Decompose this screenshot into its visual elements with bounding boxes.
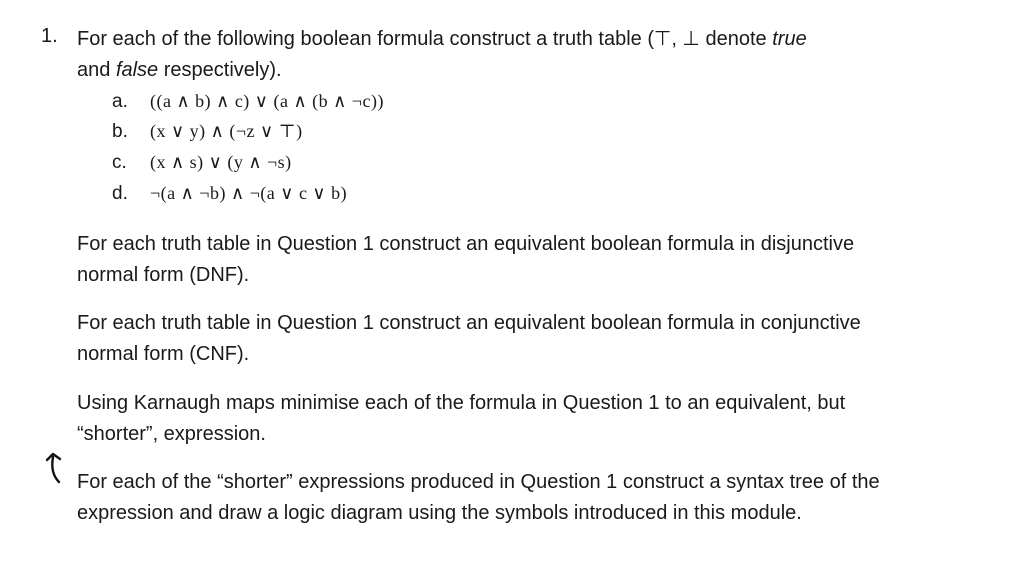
item-formula: (x ∧ s) ∨ (y ∧ ¬s) — [150, 152, 292, 172]
prompt-line2-start: and — [77, 59, 116, 81]
paragraph-dnf: For each truth table in Question 1 construct an equivalent boolean formula in disjunctive normal form (DNF). — [77, 233, 855, 286]
paragraph-karnaugh: Using Karnaugh maps minimise each of the formula in Question 1 to an equivalent, but “shorter”, expression. — [77, 392, 846, 445]
formula-item-b — [112, 116, 303, 146]
item-letter: c. — [112, 152, 127, 173]
item-formula: ((a ∧ b) ∧ c) ∨ (a ∧ (b ∧ ¬c)) — [150, 91, 384, 111]
prompt-text-mid: denote — [699, 28, 773, 50]
formula-item-a — [112, 86, 384, 116]
formula-item-c — [112, 147, 292, 177]
handwritten-arrow-icon — [44, 446, 74, 486]
item-formula: ¬(a ∧ ¬b) ∧ ¬(a ∨ c ∨ b) — [150, 183, 348, 203]
question-number: 1. — [41, 25, 58, 47]
question-1-prompt — [77, 24, 957, 86]
item-letter: b. — [112, 121, 128, 142]
formula-item-d — [112, 178, 347, 208]
false-word: false — [115, 59, 159, 81]
paragraph-syntax-tree: For each of the “shorter” expressions produced in Question 1 construct a syntax tree of the expression and draw a logic diagram using the symbols introduced in this module. — [77, 471, 880, 524]
paragraph-cnf: For each truth table in Question 1 construct an equivalent boolean formula in conjunctive normal form (CNF). — [77, 312, 861, 365]
item-formula: (x ∨ y) ∧ (¬z ∨ ⊤) — [150, 121, 303, 141]
prompt-text-end: respectively). — [158, 59, 282, 81]
prompt-text-start: For each of the following boolean formula construct a truth table ( — [77, 28, 654, 50]
item-letter: a. — [112, 91, 128, 112]
true-word: true — [772, 28, 807, 50]
truth-symbols: ⊤, ⊥ — [653, 28, 700, 50]
item-letter: d. — [112, 183, 128, 204]
